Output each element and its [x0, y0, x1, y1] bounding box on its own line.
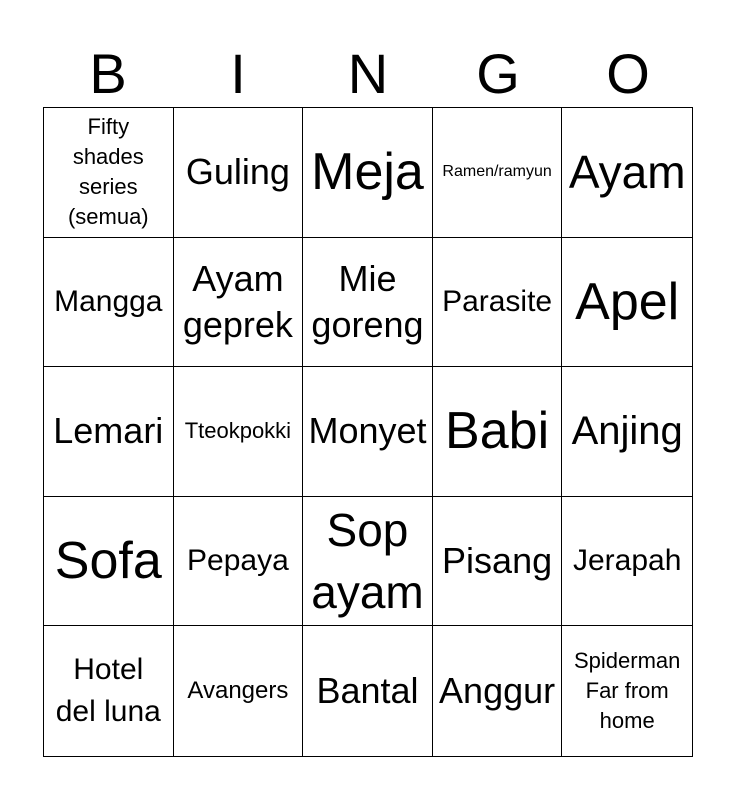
- cell-label: Ramen/ramyun: [442, 163, 552, 181]
- bingo-cell[interactable]: [562, 626, 692, 756]
- bingo-cell[interactable]: [174, 367, 304, 497]
- bingo-cell[interactable]: [303, 367, 433, 497]
- bingo-cell[interactable]: [303, 626, 433, 756]
- cell-label: Ayam geprek: [182, 257, 293, 345]
- cell-label: Mie goreng: [311, 257, 424, 345]
- cell-label: Jerapah: [572, 544, 682, 578]
- cell-label: Parasite: [442, 284, 553, 318]
- cell-label: Apel: [575, 272, 680, 331]
- bingo-cell[interactable]: [433, 497, 563, 627]
- bingo-cell[interactable]: [174, 108, 304, 238]
- bingo-cell[interactable]: [562, 367, 692, 497]
- bingo-cell[interactable]: [562, 108, 692, 238]
- cell-label: Bantal: [316, 670, 419, 712]
- bingo-cell[interactable]: [303, 108, 433, 238]
- bingo-cell[interactable]: [174, 497, 304, 627]
- header-letter-n: N: [347, 42, 389, 105]
- bingo-cell[interactable]: [44, 497, 174, 627]
- header-letter-o: O: [606, 42, 650, 105]
- bingo-grid: [43, 107, 693, 757]
- cell-label: Mangga: [54, 284, 163, 318]
- header-letter-g: G: [476, 42, 520, 105]
- bingo-cell[interactable]: [433, 108, 563, 238]
- bingo-cell[interactable]: [303, 238, 433, 368]
- bingo-cell[interactable]: [44, 108, 174, 238]
- bingo-cell[interactable]: [562, 238, 692, 368]
- cell-label: Guling: [185, 151, 290, 193]
- bingo-cell[interactable]: [303, 497, 433, 627]
- cell-label: Pisang: [442, 540, 553, 582]
- cell-label: Hotel del luna: [55, 653, 161, 729]
- cell-label: Pepaya: [187, 544, 289, 578]
- cell-label: Tteokpokki: [184, 418, 292, 444]
- bingo-cell[interactable]: [562, 497, 692, 627]
- cell-label: Sop ayam: [311, 504, 424, 619]
- cell-label: Anjing: [571, 409, 683, 454]
- bingo-cell[interactable]: [44, 626, 174, 756]
- header-letter-i: I: [230, 42, 246, 105]
- cell-label: Babi: [445, 402, 550, 461]
- cell-label: Sofa: [54, 532, 162, 591]
- bingo-cell[interactable]: [433, 238, 563, 368]
- cell-label: Lemari: [53, 410, 164, 452]
- bingo-cell[interactable]: [44, 238, 174, 368]
- cell-label: Meja: [311, 143, 424, 202]
- bingo-cell[interactable]: [174, 626, 304, 756]
- bingo-cell[interactable]: [433, 626, 563, 756]
- cell-label: Fifty shades series (semua): [67, 114, 149, 230]
- bingo-cell[interactable]: [44, 367, 174, 497]
- bingo-header: [43, 40, 693, 108]
- cell-label: Spiderman Far from home: [573, 648, 681, 734]
- header-letter-b: B: [89, 42, 127, 105]
- cell-label: Monyet: [308, 410, 427, 452]
- bingo-cell[interactable]: [433, 367, 563, 497]
- cell-label: Anggur: [439, 670, 556, 712]
- cell-label: Ayam: [568, 146, 686, 199]
- cell-label: Avangers: [187, 677, 289, 705]
- bingo-cell[interactable]: [174, 238, 304, 368]
